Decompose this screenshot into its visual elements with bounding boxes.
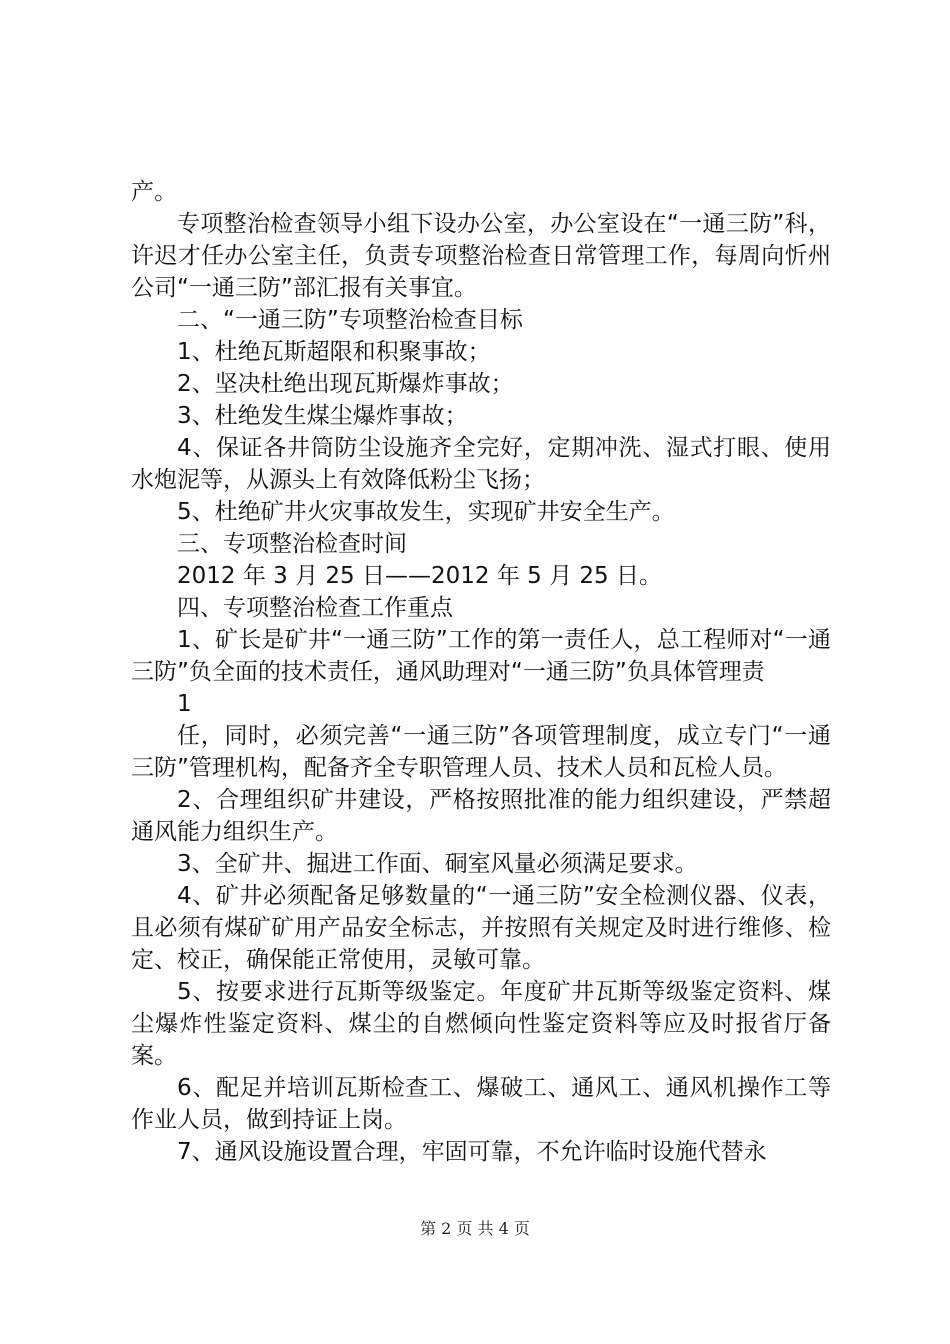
paragraph: 任，同时，必须完善“一通三防”各项管理制度，成立专门“一通三防”管理机构，配备齐全专职管理人员、技术人员和瓦检人员。 [131, 723, 831, 781]
list-item: 3、杜绝发生煤尘爆炸事故； [177, 403, 468, 429]
list-item: 2、坚决杜绝出现瓦斯爆炸事故； [177, 371, 514, 397]
list-item: 4、矿井必须配备足够数量的“一通三防”安全检测仪器、仪表，且必须有煤矿矿用产品安全标志，并按照有关规定及时进行维修、检定、校正，确保能正常使用，灵敏可靠。 [131, 883, 831, 973]
list-item: 4、保证各井筒防尘设施齐全完好，定期冲洗、湿式打眼、使用水炮泥等，从源头上有效降低粉尘飞扬； [131, 435, 831, 493]
date-range: 2012 年 3 月 25 日——2012 年 5 月 25 日。 [177, 563, 662, 589]
list-item: 5、按要求进行瓦斯等级鉴定。年度矿井瓦斯等级鉴定资料、煤尘爆炸性鉴定资料、煤尘的自燃倾向性鉴定资料等应及时报省厅备案。 [131, 979, 831, 1069]
section-heading: 四、专项整治检查工作重点 [177, 595, 453, 621]
list-item: 7、通风设施设置合理，牢固可靠，不允许临时设施代替永 [177, 1139, 767, 1165]
paragraph: 专项整治检查领导小组下设办公室，办公室设在“一通三防”科，许迟才任办公室主任，负责专项整治检查日常管理工作，每周向忻州公司“一通三防”部汇报有关事宜。 [131, 211, 831, 301]
section-heading: 三、专项整治检查时间 [177, 531, 407, 557]
page-footer: 第 2 页 共 4 页 [420, 1219, 530, 1238]
stray-page-number: 1 [177, 691, 192, 717]
list-item: 5、杜绝矿井火灾事故发生，实现矿井安全生产。 [177, 499, 675, 525]
list-item: 1、杜绝瓦斯超限和积聚事故； [177, 339, 491, 365]
list-item: 2、合理组织矿井建设，严格按照批准的能力组织建设，严禁超通风能力组织生产。 [131, 787, 831, 845]
document-body [131, 176, 831, 1168]
list-item: 1、矿长是矿井“一通三防”工作的第一责任人，总工程师对“一通三防”负全面的技术责任，通风助理对“一通三防”负具体管理责 [131, 627, 831, 685]
list-item: 3、全矿井、掘进工作面、硐室风量必须满足要求。 [177, 851, 698, 877]
list-item: 6、配足并培训瓦斯检查工、爆破工、通风工、通风机操作工等作业人员，做到持证上岗。 [131, 1075, 831, 1133]
paragraph: 产。 [131, 179, 177, 205]
section-heading: 二、“一通三防”专项整治检查目标 [177, 307, 523, 333]
